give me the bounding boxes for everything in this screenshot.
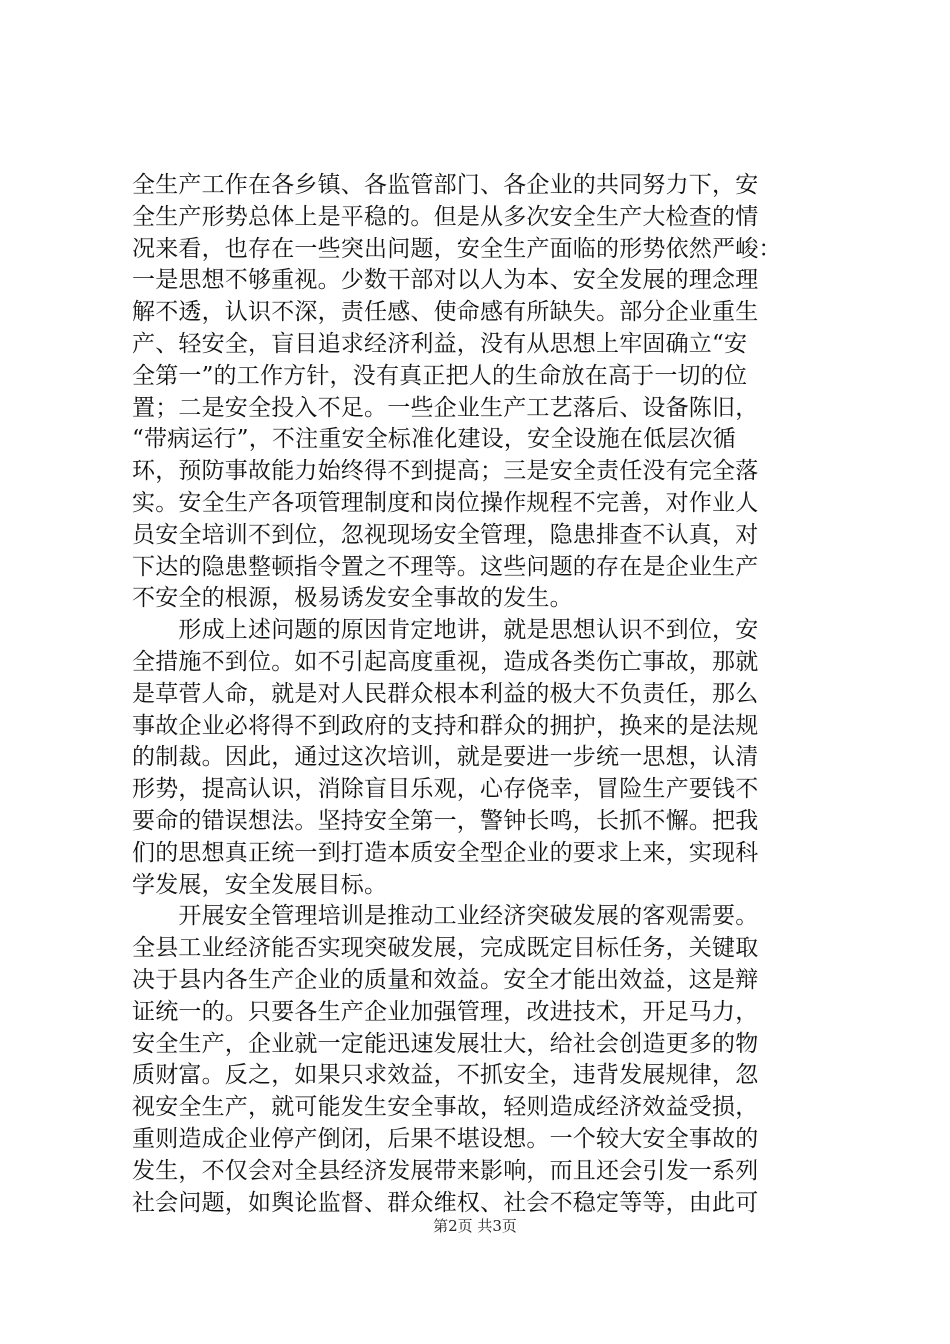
text-line: 解不透，认识不深，责任感、使命感有所缺失。部分企业重生: [132, 299, 759, 326]
text-line: 形势，提高认识，消除盲目乐观，心存侥幸，冒险生产要钱不: [132, 776, 759, 803]
text-line: 重则造成企业停产倒闭，后果不堪设想。一个较大安全事故的: [132, 1125, 759, 1152]
text-line: 全第一”的工作方针，没有真正把人的生命放在高于一切的位: [132, 362, 748, 389]
text-line: “带病运行”，不注重安全标准化建设，安全设施在低层次循: [132, 426, 736, 453]
text-line: 全措施不到位。如不引起高度重视，造成各类伤亡事故，那就: [132, 648, 759, 675]
text-line: 是草菅人命，就是对人民群众根本利益的极大不负责任，那么: [132, 680, 759, 707]
text-line: 学发展，安全发展目标。: [132, 871, 388, 898]
text-line: 安全生产，企业就一定能迅速发展壮大，给社会创造更多的物: [132, 1030, 759, 1057]
text-line: 员安全培训不到位，忽视现场安全管理，隐患排查不认真，对: [132, 521, 759, 548]
text-line: 全生产工作在各乡镇、各监管部门、各企业的共同努力下，安: [132, 172, 759, 198]
text-line: 社会问题，如舆论监督、群众维权、社会不稳定等等，由此可: [132, 1189, 759, 1216]
text-line: 们的思想真正统一到打造本质安全型企业的要求上来，实现科: [132, 839, 759, 866]
text-line: 事故企业必将得不到政府的支持和群众的拥护，换来的是法规: [132, 712, 759, 739]
text-line: 一是思想不够重视。少数干部对以人为本、安全发展的理念理: [132, 267, 759, 294]
text-line: 质财富。反之，如果只求效益，不抓安全，违背发展规律，忽: [132, 1062, 759, 1089]
text-line: 实。安全生产各项管理制度和岗位操作规程不完善，对作业人: [132, 489, 759, 516]
text-line: 发生，不仅会对全县经济发展带来影响，而且还会引发一系列: [132, 1157, 759, 1184]
page-footer: [0, 1216, 950, 1236]
text-line: 的制裁。因此，通过这次培训，就是要进一步统一思想，认清: [132, 744, 759, 771]
text-line: 况来看，也存在一些突出问题，安全生产面临的形势依然严峻：: [132, 235, 782, 262]
text-line: 要命的错误想法。坚持安全第一，警钟长鸣，长抓不懈。把我: [132, 807, 759, 834]
page-number-label: 第2页 共3页: [433, 1217, 517, 1235]
body-text: [132, 170, 822, 1219]
text-line: 全生产形势总体上是平稳的。但是从多次安全生产大检查的情: [132, 203, 759, 230]
text-line: 下达的隐患整顿指令置之不理等。这些问题的存在是企业生产: [132, 553, 759, 580]
text-line: 决于县内各生产企业的质量和效益。安全才能出效益，这是辩: [132, 966, 759, 993]
text-line: 视安全生产，就可能发生安全事故，轻则造成经济效益受损，: [132, 1094, 759, 1121]
text-line: 全县工业经济能否实现突破发展，完成既定目标任务，关键取: [132, 935, 759, 962]
text-line: 形成上述问题的原因肯定地讲，就是思想认识不到位，安: [132, 617, 759, 644]
text-line: 开展安全管理培训是推动工业经济突破发展的客观需要。: [132, 903, 759, 930]
text-line: 环，预防事故能力始终得不到提高；三是安全责任没有完全落: [132, 458, 759, 485]
text-line: 置；二是安全投入不足。一些企业生产工艺落后、设备陈旧，: [132, 394, 759, 421]
text-line: 产、轻安全，盲目追求经济利益，没有从思想上牢固确立“安: [132, 330, 748, 357]
text-line: 不安全的根源，极易诱发安全事故的发生。: [132, 585, 573, 612]
text-line: 证统一的。只要各生产企业加强管理，改进技术，开足马力，: [132, 998, 759, 1025]
